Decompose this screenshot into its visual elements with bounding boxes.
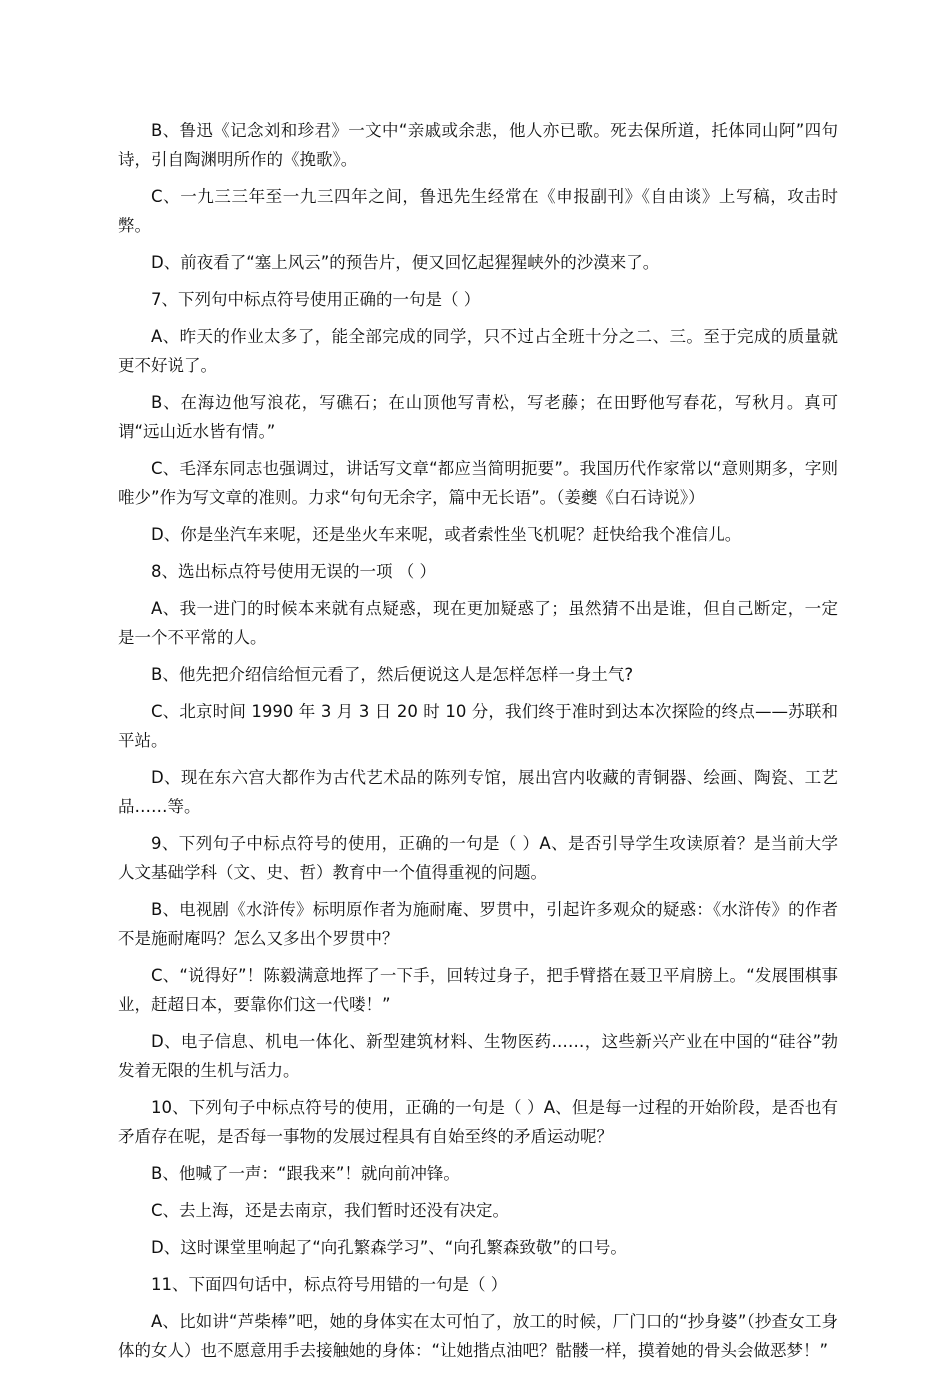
question-11-option-a: A、比如讲“芦柴棒”吧，她的身体实在太可怕了，放工的时候，厂门口的“抄身婆”（抄查女工身体的女人）也不愿意用手去接触她的身体：“让她揩点油吧？骷髅一样，摸着她的骨头会做恶梦！” <box>118 1312 838 1360</box>
question-11-stem: 11、下面四句话中，标点符号用错的一句是（ ） <box>151 1275 508 1294</box>
question-7-option-c: C、毛泽东同志也强调过，讲话写文章“都应当简明扼要”。我国历代作家常以“意则期多，字则唯少”作为写文章的准则。力求“句句无余字，篇中无长语”。（姜夔《白石诗说》） <box>118 459 838 507</box>
question-10-option-b: B、他喊了一声：“跟我来”！就向前冲锋。 <box>151 1164 460 1183</box>
question-7-option-b: B、在海边他写浪花，写礁石；在山顶他写青松，写老藤；在田野他写春花，写秋月。真可谓“远山近水皆有情。” <box>118 393 838 441</box>
question-8-option-b: B、他先把介绍信给恒元看了，然后便说这人是怎样怎样一身土气? <box>151 665 634 684</box>
question-9-option-d: D、电子信息、机电一体化、新型建筑材料、生物医药……，这些新兴产业在中国的“硅谷”勃发着无限的生机与活力。 <box>118 1032 838 1080</box>
option-c-paragraph: C、一九三三年至一九三四年之间，鲁迅先生经常在《申报副刊》《自由谈》上写稿，攻击时弊。 <box>118 187 838 235</box>
question-9-stem: 9、下列句子中标点符号的使用，正确的一句是（ ）A、是否引导学生攻读原着？是当前大学人文基础学科（文、史、哲）教育中一个值得重视的问题。 <box>118 834 838 882</box>
question-9-option-b: B、电视剧《水浒传》标明原作者为施耐庵、罗贯中，引起许多观众的疑惑：《水浒传》的作者不是施耐庵吗？怎么又多出个罗贯中？ <box>118 900 838 948</box>
option-d-paragraph: D、前夜看了“塞上风云”的预告片，便又回忆起猩猩峡外的沙漠来了。 <box>151 253 660 272</box>
question-7-stem: 7、下列句中标点符号使用正确的一句是（ ） <box>151 290 481 309</box>
question-9-option-c: C、“说得好”！陈毅满意地挥了一下手，回转过身子，把手臂搭在聂卫平肩膀上。“发展围棋事业，赶超日本，要靠你们这一代喽！” <box>118 966 838 1014</box>
question-10-stem: 10、下列句子中标点符号的使用，正确的一句是（ ）A、但是每一过程的开始阶段，是否也有矛盾存在呢，是否每一事物的发展过程具有自始至终的矛盾运动呢？ <box>118 1098 838 1146</box>
question-10-option-c: C、去上海，还是去南京，我们暂时还没有决定。 <box>151 1201 510 1220</box>
question-8-option-c: C、北京时间 1990 年 3 月 3 日 20 时 10 分，我们终于准时到达本次探险的终点——苏联和平站。 <box>118 702 838 750</box>
option-b-paragraph: B、鲁迅《记念刘和珍君》一文中“亲戚或余悲，他人亦已歌。死去保所道，托体同山阿”四句诗，引自陶渊明所作的《挽歌》。 <box>118 121 838 169</box>
question-7-option-d: D、你是坐汽车来呢，还是坐火车来呢，或者索性坐飞机呢？赶快给我个准信儿。 <box>151 525 742 544</box>
question-7-option-a: A、昨天的作业太多了，能全部完成的同学，只不过占全班十分之二、三。至于完成的质量就更不好说了。 <box>118 327 838 375</box>
question-8-stem: 8、选出标点符号使用无误的一项 （ ） <box>151 562 436 581</box>
document-body <box>118 116 838 1373</box>
question-10-option-d: D、这时课堂里响起了“向孔繁森学习”、“向孔繁森致敬”的口号。 <box>151 1238 627 1257</box>
question-8-option-d: D、现在东六宫大都作为古代艺术品的陈列专馆，展出宫内收藏的青铜器、绘画、陶瓷、工艺品……等。 <box>118 768 838 816</box>
question-8-option-a: A、我一进门的时候本来就有点疑惑，现在更加疑惑了；虽然猜不出是谁，但自己断定，一定是一个不平常的人。 <box>118 599 838 647</box>
